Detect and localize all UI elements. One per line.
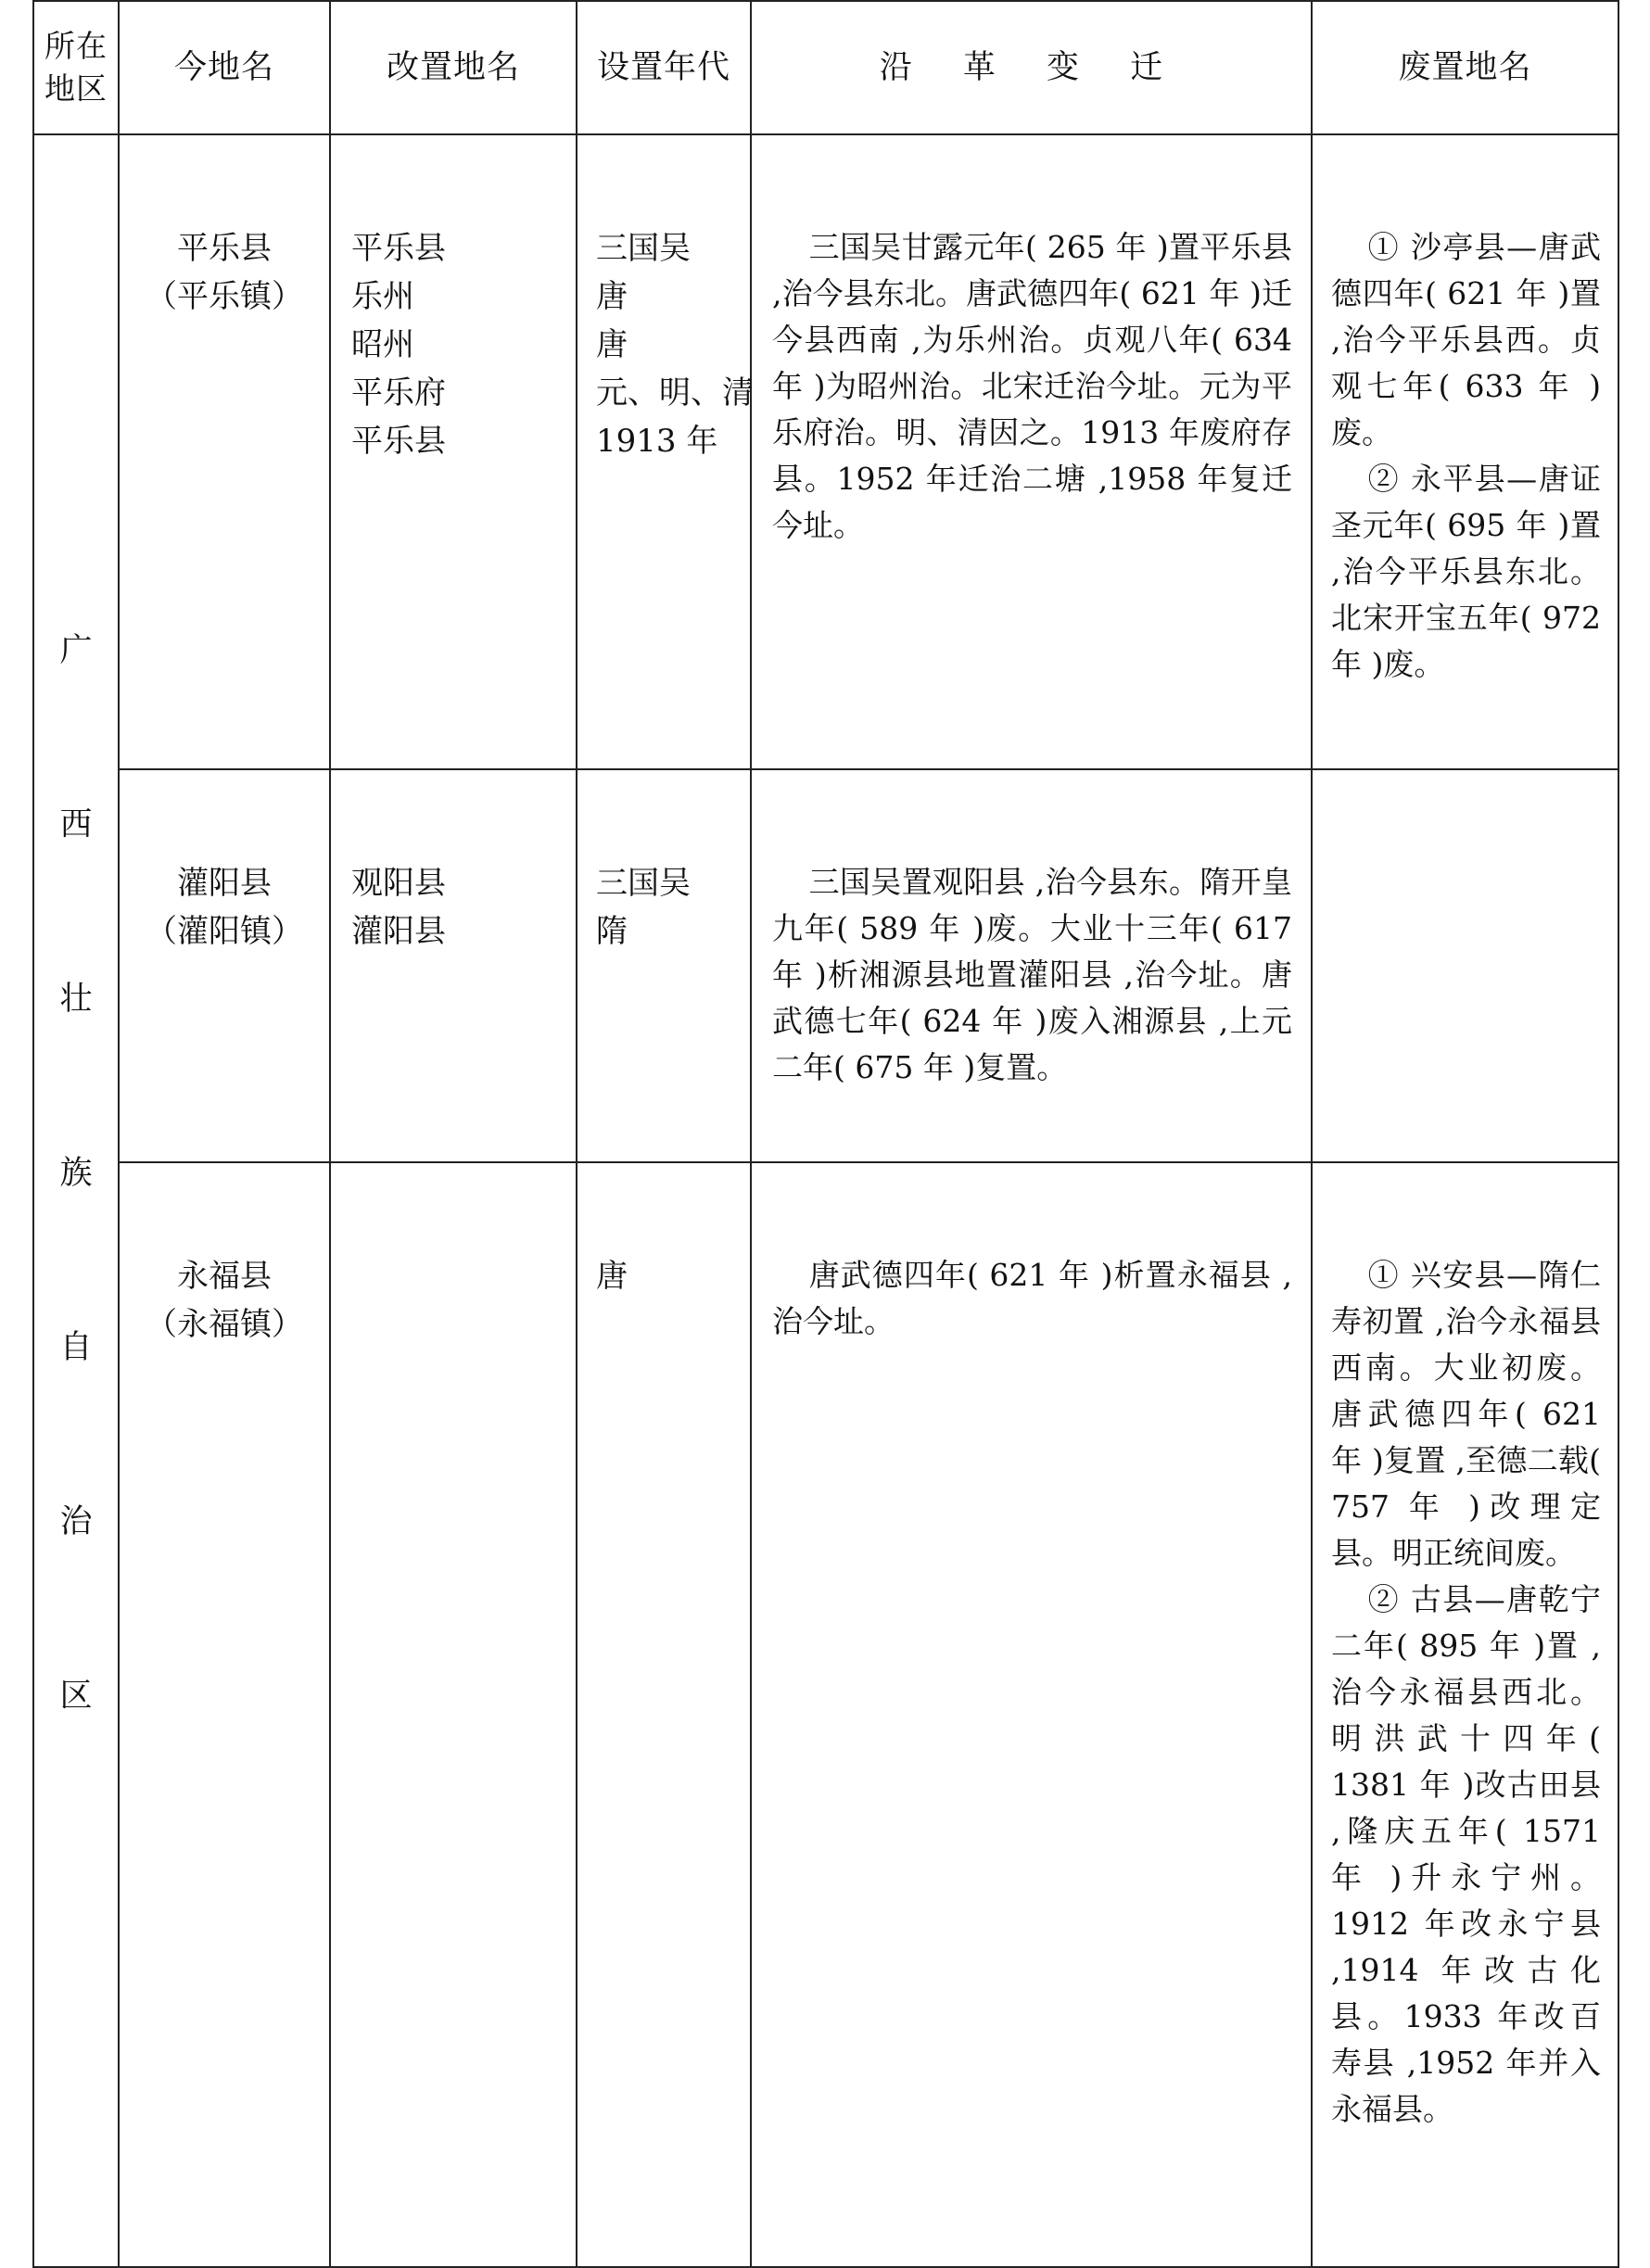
era-item: 三国吴 [596,865,691,902]
header-row [33,1,1618,134]
abolished-cell [1312,769,1618,1162]
era-item: 唐 [596,1258,628,1295]
era-item: 元、明、清 [596,374,754,412]
renamed-item: 灌阳县 [351,913,446,950]
renamed-item: 平乐府 [351,374,446,412]
header-era: 设置年代 [577,1,751,134]
renamed-item: 平乐县 [351,423,446,460]
gazetteer-table [32,0,1619,2268]
era-cell [577,134,754,769]
current-name-cell [119,134,330,769]
region-char: 壮 [59,980,93,1018]
abolished-cell [1312,134,1618,769]
abolished-item: ① 沙亭县—唐武德四年( 621 年 )置 ,治今平乐县西。贞观七年( 633 年 )废。 [1331,229,1601,450]
era-cell [577,769,751,1162]
abolished-item: ① 兴安县—隋仁寿初置 ,治今永福县西南。大业初废。唐武德四年( 621 年 )复置 ,至德二载( 757 年 )改理定县。明正统间废。 [1331,1257,1601,1571]
renamed-cell [330,1162,577,2267]
era-item: 唐 [596,278,628,315]
evolution-text: 三国吴甘露元年( 265 年 )置平乐县 ,治今县东北。唐武德四年( 621 年 )迁今县西南 ,为乐州治。贞观八年( 634 年 )为昭州治。北宋迁治今址。元为平乐府治。明、清因之。1913 年废府存县。1952 年迁治二塘 ,1958 年复迁今址。 [772,229,1292,543]
county-seat: （永福镇） [146,1306,303,1343]
region-cell [33,134,119,2267]
header-region [33,1,119,134]
county-name: 平乐县 [177,230,272,267]
era-item: 1913 年 [596,423,718,460]
county-seat: （平乐镇） [146,278,303,315]
region-char: 广 [59,631,93,669]
table-row [33,1162,1618,2267]
region-char: 族 [59,1154,93,1192]
renamed-item: 观阳县 [351,865,446,902]
header-evolution: 沿 革 变 迁 [751,1,1312,134]
header-abolished: 废置地名 [1312,1,1618,134]
county-seat: （灌阳镇） [146,913,303,950]
current-name-cell [119,769,330,1162]
era-item: 隋 [596,913,628,950]
renamed-item: 昭州 [351,326,414,363]
region-char: 区 [59,1677,93,1715]
era-cell [577,1162,751,2267]
table-row [33,134,1618,769]
evolution-cell [751,1162,1312,2267]
evolution-text: 三国吴置观阳县 ,治今县东。隋开皇九年( 589 年 )废。大业十三年( 617 年 )析湘源县地置灌阳县 ,治今址。唐武德七年( 624 年 )废入湘源县 ,上元二年( 675 年 )复置。 [772,864,1292,1085]
era-item: 唐 [596,326,628,363]
region-char: 自 [59,1328,93,1366]
renamed-item: 平乐县 [351,230,446,267]
region-char: 治 [59,1502,93,1540]
header-current-name: 今地名 [119,1,330,134]
county-name: 灌阳县 [177,865,272,902]
evolution-cell [751,769,1312,1162]
renamed-cell [330,769,577,1162]
county-name: 永福县 [177,1258,272,1295]
header-renamed: 改置地名 [330,1,577,134]
abolished-item: ② 古县—唐乾宁二年( 895 年 )置 ,治今永福县西北。明洪武十四年( 1381 年 )改古田县 ,隆庆五年( 1571 年 )升永宁州。1912 年改永宁县 ,1914 年改古化县。1933 年改百寿县 ,1952 年并入永福县。 [1331,1581,1601,2127]
renamed-cell [330,134,577,769]
abolished-cell [1312,1162,1618,2267]
evolution-text: 唐武德四年( 621 年 )析置永福县 ,治今址。 [772,1257,1292,1339]
abolished-item: ② 永平县—唐证圣元年( 695 年 )置 ,治今平乐县东北。北宋开宝五年( 972 年 )废。 [1331,461,1601,682]
region-char: 西 [59,805,93,843]
evolution-cell [751,134,1312,769]
table-row [33,769,1618,1162]
renamed-item: 乐州 [351,278,414,315]
era-item: 三国吴 [596,230,691,267]
current-name-cell [119,1162,330,2267]
header-region-text: 所在地区 [44,28,108,107]
